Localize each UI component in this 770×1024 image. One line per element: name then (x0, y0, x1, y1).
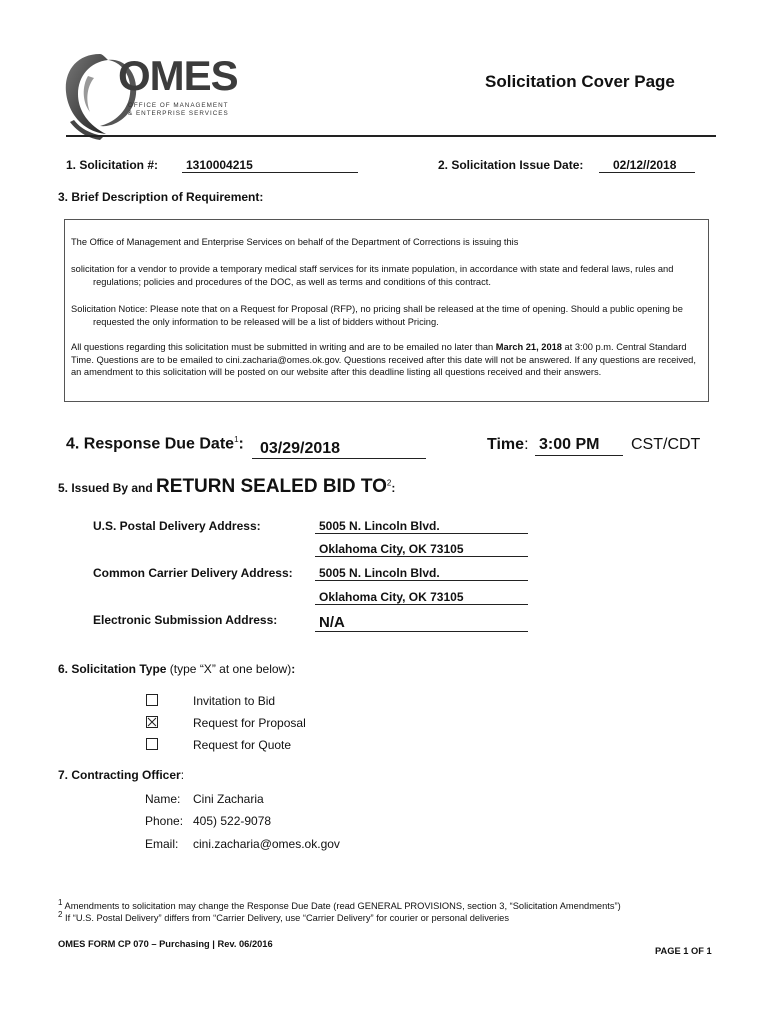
officer-email-label: Email: (145, 837, 179, 851)
officer-name-value: Cini Zacharia (193, 792, 264, 806)
response-due-date-label (66, 435, 244, 453)
electronic-address-label: Electronic Submission Address: (93, 613, 278, 627)
description-box[interactable] (64, 219, 709, 402)
invitation-to-bid-checkbox[interactable] (146, 694, 158, 706)
contracting-officer-text: 7. Contracting Officer (58, 768, 181, 782)
timezone-label: CST/CDT (631, 436, 701, 453)
request-for-quote-checkbox[interactable] (146, 738, 158, 750)
form-identifier: OMES FORM CP 070 – Purchasing | Rev. 06/2016 (58, 939, 273, 949)
response-due-date-text: 4. Response Due Date (66, 435, 235, 453)
omes-logo (60, 46, 238, 142)
footnote-2-number: 2 (58, 910, 63, 919)
issued-by-text: 5. Issued By and (58, 481, 157, 495)
time-value: 3:00 PM (539, 436, 600, 453)
postal-address-line2-field[interactable] (315, 541, 528, 557)
solicitation-type-label-bold: 6. Solicitation Type (58, 662, 167, 676)
solicitation-number-field[interactable] (182, 157, 358, 173)
contracting-officer-colon: : (180, 768, 185, 782)
footnote-ref-1: 1 (234, 435, 239, 444)
contracting-officer-label (58, 768, 184, 782)
return-sealed-bid-label (58, 476, 395, 498)
footnote-1-number: 1 (58, 898, 63, 907)
description-paragraph-2: solicitation for a vendor to provide a temporary medical staff services for its inmate population, in accordance with state and federal laws, rules and regulations; policies and procedures of the DOC, as well as terms and conditions of this contract. (71, 264, 674, 287)
footnote-1-text: Amendments to solicitation may change the Response Due Date (read GENERAL PROVISIONS, section 3, “Solicitation Amendments”) (62, 901, 621, 912)
solicitation-type-label-rest: (type “X” at one below) (166, 662, 292, 676)
description-p4-post: at 3:00 p.m. Central Standard Time. Questions are to be emailed to cini.zacharia@omes.ok.gov. Questions received after this date will not be answered. If any questions are received, an amendment to this solicitation will be posted on our website after this deadline listing all questions received and their answers. (71, 342, 696, 377)
request-for-proposal-checkbox[interactable] (146, 716, 158, 728)
carrier-address-label: Common Carrier Delivery Address: (93, 566, 293, 580)
response-due-date-value: 03/29/2018 (260, 440, 341, 457)
request-for-proposal-label: Request for Proposal (193, 716, 306, 730)
electronic-address-field[interactable] (315, 614, 528, 632)
carrier-address-line1-field[interactable] (315, 565, 528, 581)
page-number: PAGE 1 OF 1 (655, 946, 712, 956)
postal-address-label: U.S. Postal Delivery Address: (93, 519, 261, 533)
time-field[interactable] (535, 436, 623, 456)
logo-wordmark: OMES (118, 52, 238, 99)
issue-date-label: 2. Solicitation Issue Date: (438, 158, 584, 172)
footnote-ref-2: 2 (386, 478, 392, 488)
solicitation-number-value: 1310004215 (186, 158, 253, 172)
page-title: Solicitation Cover Page (485, 72, 675, 91)
response-due-date-colon: : (238, 435, 244, 453)
description-paragraph-3: Solicitation Notice: Please note that on a Request for Proposal (RFP), no pricing shall be released at the time of opening. Should a public opening be requested the only information to be released will be a list of bidders without Pricing. (71, 304, 683, 327)
checkbox-x-icon (147, 717, 157, 727)
response-due-date-field[interactable] (252, 440, 426, 459)
officer-phone-label: Phone: (145, 814, 184, 828)
time-label (487, 436, 529, 454)
carrier-address-line2-field[interactable] (315, 589, 528, 605)
return-sealed-bid-colon: : (391, 481, 396, 495)
description-p4-deadline: March 21, 2018 (495, 342, 562, 352)
description-paragraph-1: The Office of Management and Enterprise Services on behalf of the Department of Corrections is issuing this (71, 237, 519, 247)
issue-date-value: 02/12//2018 (613, 158, 677, 172)
issue-date-field[interactable] (599, 157, 695, 173)
footnote-2-text: If “U.S. Postal Delivery” differs from “Carrier Delivery, use “Carrier Delivery” for courier or personal deliveries (62, 913, 509, 924)
postal-address-line1: 5005 N. Lincoln Blvd. (319, 519, 440, 533)
postal-address-line2: Oklahoma City, OK 73105 (319, 542, 464, 556)
postal-address-line1-field[interactable] (315, 518, 528, 534)
carrier-address-line1: 5005 N. Lincoln Blvd. (319, 566, 440, 580)
description-p4-pre: All questions regarding this solicitation must be submitted in writing and are to be emailed no later than (71, 342, 496, 352)
logo-subtitle (128, 102, 229, 118)
description-paragraph-4 (71, 341, 699, 379)
header-divider (66, 135, 716, 137)
time-label-text: Time (487, 436, 525, 453)
electronic-address-value: N/A (319, 614, 345, 631)
solicitation-type-label (58, 662, 295, 676)
request-for-quote-label: Request for Quote (193, 738, 292, 752)
carrier-address-line2: Oklahoma City, OK 73105 (319, 590, 464, 604)
description-label: 3. Brief Description of Requirement: (58, 190, 264, 204)
time-label-colon: : (524, 436, 529, 453)
logo-subtitle-line2: & ENTERPRISE SERVICES (128, 110, 229, 117)
invitation-to-bid-label: Invitation to Bid (193, 694, 276, 708)
officer-name-label: Name: (145, 792, 181, 806)
return-sealed-bid-text: RETURN SEALED BID TO (156, 476, 387, 497)
officer-phone-value: 405) 522-9078 (193, 814, 272, 828)
solicitation-number-label: 1. Solicitation #: (66, 158, 159, 172)
solicitation-type-label-colon: : (291, 662, 296, 676)
footnote-2 (58, 910, 509, 923)
logo-subtitle-line1: OFFICE OF MANAGEMENT (128, 102, 229, 109)
officer-email-value[interactable]: cini.zacharia@omes.ok.gov (193, 837, 340, 851)
